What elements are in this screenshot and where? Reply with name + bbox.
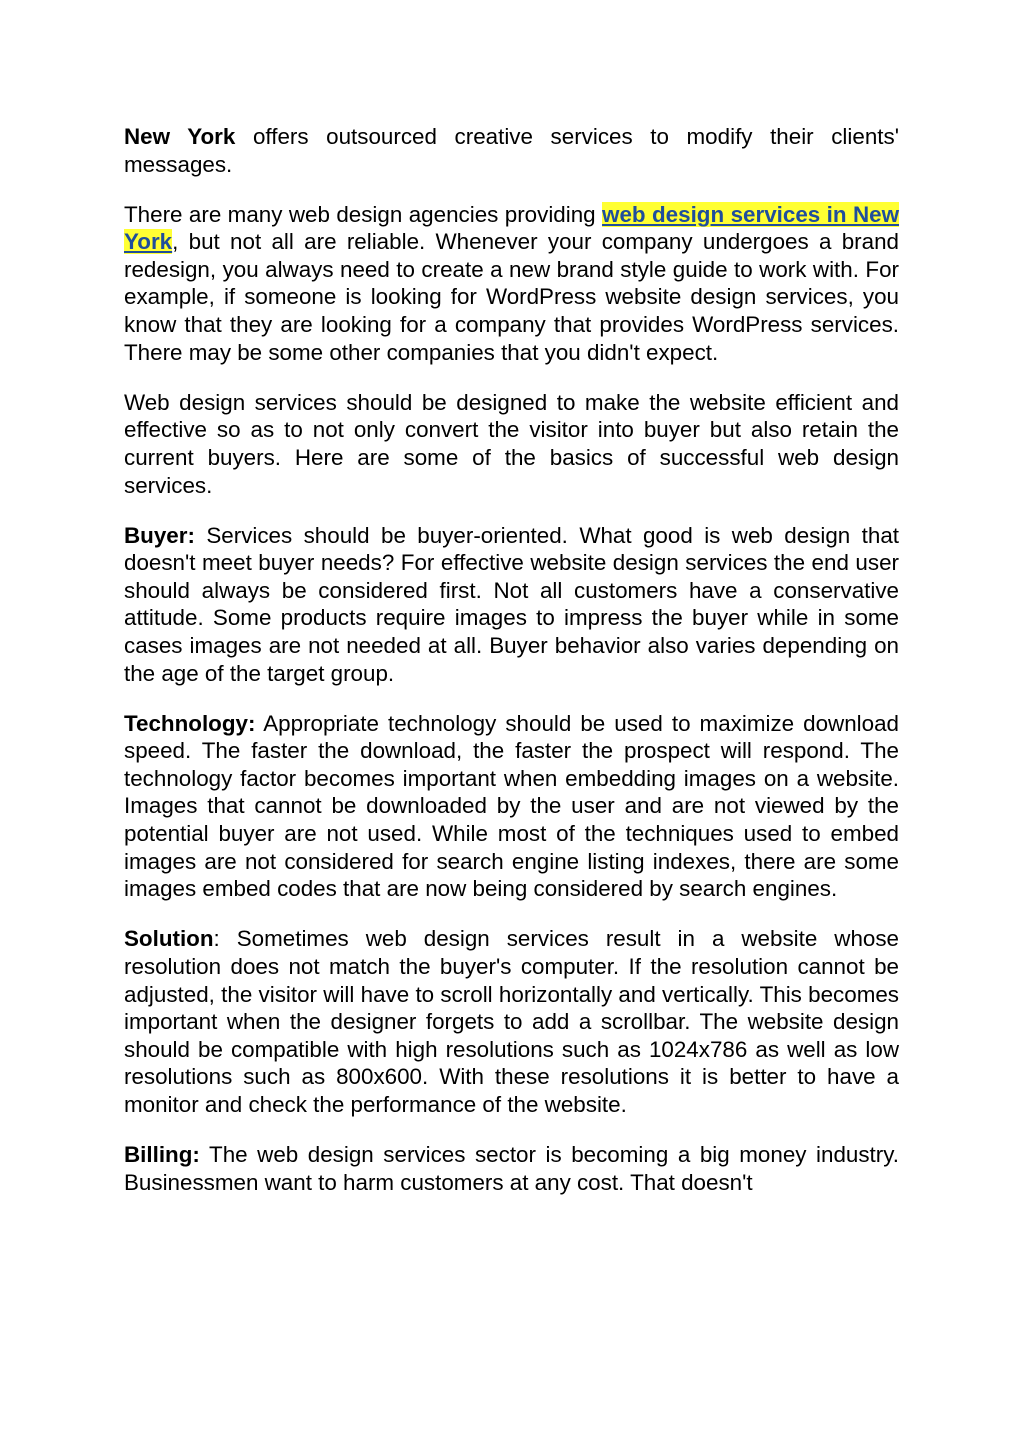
document-page xyxy=(124,123,899,1219)
paragraph-text: The web design services sector is becoming a big money industry. Businessmen want to harm customers at any cost. That doesn't xyxy=(124,1142,899,1195)
paragraph-solution xyxy=(124,925,899,1118)
paragraph-text: , but not all are reliable. Whenever your company undergoes a brand redesign, you always need to create a new brand style guide to work with. For example, if someone is looking for WordPress website design services, you know that they are looking for a company that provides WordPress services. There may be some other companies that you didn't expect. xyxy=(124,229,899,365)
paragraph-lead: Buyer: xyxy=(124,522,195,548)
paragraph-lead: Billing: xyxy=(124,1142,200,1167)
paragraph-text: Services should be buyer-oriented. What good is web design that doesn't meet buyer needs? For effective website design services the end user should always be considered first. Not all customers have a conservative attitude. Some products require images to impress the buyer while in some cases images are not needed at all. Buyer behavior also varies depending on the age of the target group. xyxy=(124,522,899,686)
paragraph-billing xyxy=(124,1141,899,1196)
paragraph-text: There are many web design agencies providing xyxy=(124,201,603,227)
paragraph-technology xyxy=(124,710,899,903)
paragraph-basics xyxy=(124,389,899,499)
paragraph-lead: Solution xyxy=(124,926,214,952)
paragraph-intro xyxy=(124,123,899,178)
paragraph-text: : Sometimes web design services result in a website whose resolution does not match the buyer's computer. If the resolution cannot be adjusted, the visitor will have to scroll horizontally and vertically. This becomes important when the designer forgets to add a scrollbar. The website design should be compatible with high resolutions such as 1024x786 as well as low resolutions such as 800x600. With these resolutions it is better to have a monitor and check the performance of the website. xyxy=(124,926,899,1117)
paragraph-lead: New York xyxy=(124,124,236,149)
paragraph-text: offers outsourced creative services to modify their clients' messages. xyxy=(124,124,899,177)
paragraph-buyer xyxy=(124,522,899,688)
paragraph-agencies xyxy=(124,201,899,367)
paragraph-lead: Technology: xyxy=(124,710,256,736)
paragraph-text: Web design services should be designed to make the website efficient and effective so as to not only convert the visitor into buyer but also retain the current buyers. Here are some of the basics of successful web design services. xyxy=(124,389,899,498)
paragraph-text: Appropriate technology should be used to maximize download speed. The faster the download, the faster the prospect will respond. The technology factor becomes important when embedding images on a website. Images that cannot be downloaded by the user and are not viewed by the potential buyer are not used. While most of the techniques used to embed images are not considered for search engine listing indexes, there are some images embed codes that are now being considered by search engines. xyxy=(124,710,899,902)
web-design-services-link[interactable]: web design services in New York xyxy=(124,201,899,255)
